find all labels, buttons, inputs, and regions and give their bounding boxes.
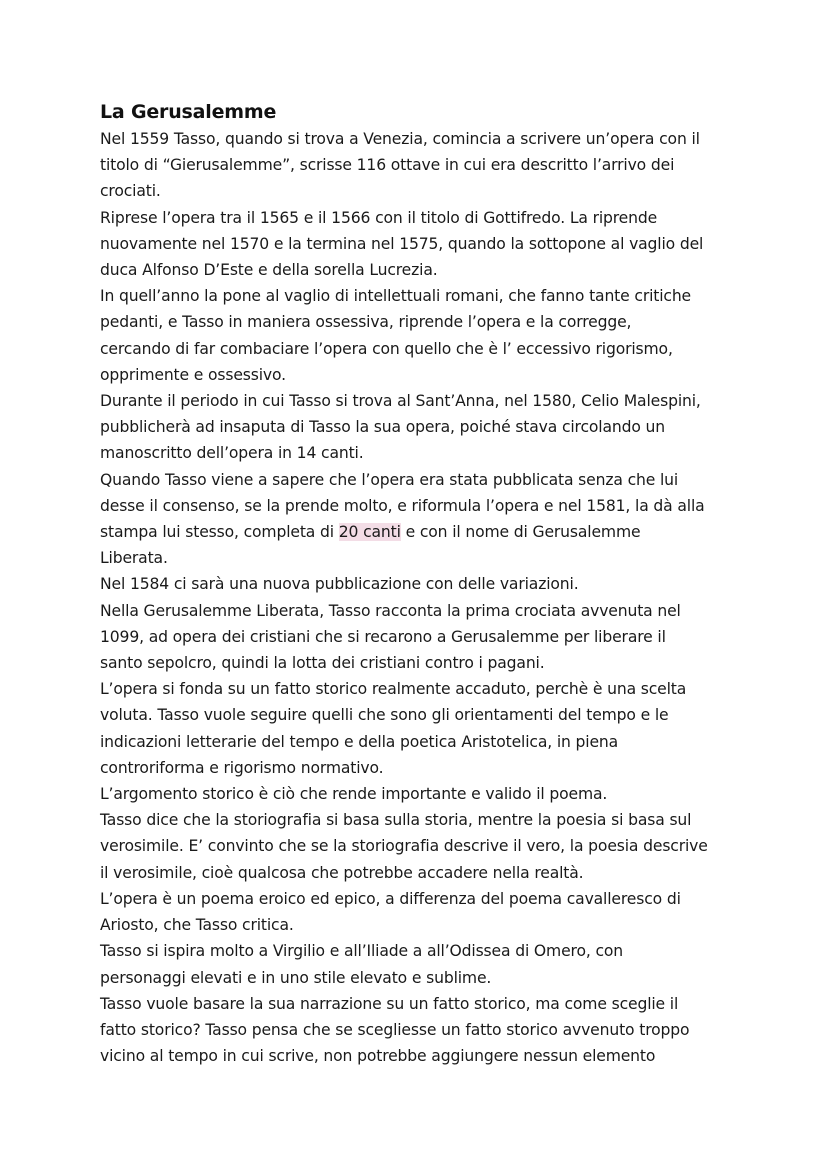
text-line: Riprese l’opera tra il 1565 e il 1566 con il titolo di Gottifredo. La riprende <box>100 208 658 227</box>
paragraph-3 <box>100 283 750 388</box>
text-line: Durante il periodo in cui Tasso si trova al Sant’Anna, nel 1580, Celio Malespini, <box>100 392 701 411</box>
text-line: duca Alfonso D’Este e della sorella Lucrezia. <box>100 261 438 280</box>
text-segment: e con il nome di Gerusalemme <box>400 523 641 542</box>
text-line: Tasso dice che la storiografia si basa sulla storia, mentre la poesia si basa sul <box>100 811 692 830</box>
text-line: pubblicherà ad insaputa di Tasso la sua opera, poiché stava circolando un <box>100 418 666 437</box>
text-line: voluta. Tasso vuole seguire quelli che sono gli orientamenti del tempo e le <box>100 706 669 725</box>
text-line: L’argomento storico è ciò che rende importante e valido il poema. <box>100 785 608 804</box>
highlighted-text: 20 canti <box>338 523 401 542</box>
text-line: pedanti, e Tasso in maniera ossessiva, riprende l’opera e la corregge, <box>100 313 632 332</box>
paragraph-7 <box>100 598 750 677</box>
text-line: desse il consenso, se la prende molto, e riformula l’opera e nel 1581, la dà alla <box>100 496 705 515</box>
text-line: manoscritto dell’opera in 14 canti. <box>100 444 364 463</box>
paragraph-8 <box>100 676 750 781</box>
text-line: Nella Gerusalemme Liberata, Tasso racconta la prima crociata avvenuta nel <box>100 601 681 620</box>
text-line: opprimente e ossessivo. <box>100 365 286 384</box>
text-line: Liberata. <box>100 549 168 568</box>
text-segment: stampa lui stesso, completa di <box>100 523 339 542</box>
text-line: L’opera si fonda su un fatto storico realmente accaduto, perchè è una scelta <box>100 680 687 699</box>
text-line: verosimile. E’ convinto che se la storiografia descrive il vero, la poesia descrive <box>100 837 708 856</box>
text-line: Tasso vuole basare la sua narrazione su un fatto storico, ma come sceglie il <box>100 994 679 1013</box>
paragraph-2 <box>100 205 750 284</box>
text-line: Nel 1584 ci sarà una nuova pubblicazione con delle variazioni. <box>100 575 579 594</box>
text-line: 1099, ad opera dei cristiani che si recarono a Gerusalemme per liberare il <box>100 627 666 646</box>
text-line: fatto storico? Tasso pensa che se scegliesse un fatto storico avvenuto troppo <box>100 1020 690 1039</box>
text-line: Tasso si ispira molto a Virgilio e all’Iliade a all’Odissea di Omero, con <box>100 942 624 961</box>
paragraph-9 <box>100 781 750 807</box>
paragraph-1 <box>100 126 750 205</box>
text-line: titolo di “Gierusalemme”, scrisse 116 ottave in cui era descritto l’arrivo dei <box>100 156 675 175</box>
text-line: L’opera è un poema eroico ed epico, a differenza del poema cavalleresco di <box>100 889 681 908</box>
text-line: Quando Tasso viene a sapere che l’opera era stata pubblicata senza che lui <box>100 470 679 489</box>
paragraph-6 <box>100 571 750 597</box>
text-line-with-highlight <box>100 519 750 545</box>
paragraph-12 <box>100 938 750 990</box>
text-line: santo sepolcro, quindi la lotta dei cristiani contro i pagani. <box>100 654 545 673</box>
page-title: La Gerusalemme <box>100 101 277 123</box>
paragraph-13 <box>100 991 750 1070</box>
text-line: Nel 1559 Tasso, quando si trova a Venezia, comincia a scrivere un’opera con il <box>100 130 700 148</box>
text-line: il verosimile, cioè qualcosa che potrebbe accadere nella realtà. <box>100 863 584 882</box>
text-line: controriforma e rigorismo normativo. <box>100 758 384 777</box>
paragraph-4 <box>100 388 750 467</box>
text-line: personaggi elevati e in uno stile elevato e sublime. <box>100 968 492 987</box>
text-line: Ariosto, che Tasso critica. <box>100 916 294 935</box>
paragraph-11 <box>100 886 750 938</box>
text-line: crociati. <box>100 182 161 201</box>
paragraph-10 <box>100 807 750 886</box>
text-line: vicino al tempo in cui scrive, non potrebbe aggiungere nessun elemento <box>100 1047 656 1066</box>
text-line: nuovamente nel 1570 e la termina nel 1575, quando la sottopone al vaglio del <box>100 234 704 253</box>
text-line: indicazioni letterarie del tempo e della poetica Aristotelica, in piena <box>100 732 619 751</box>
text-line: In quell’anno la pone al vaglio di intellettuali romani, che fanno tante critiche <box>100 287 692 306</box>
text-line: cercando di far combaciare l’opera con quello che è l’ eccessivo rigorismo, <box>100 339 673 358</box>
document-page <box>100 98 750 1069</box>
paragraph-5 <box>100 467 750 572</box>
